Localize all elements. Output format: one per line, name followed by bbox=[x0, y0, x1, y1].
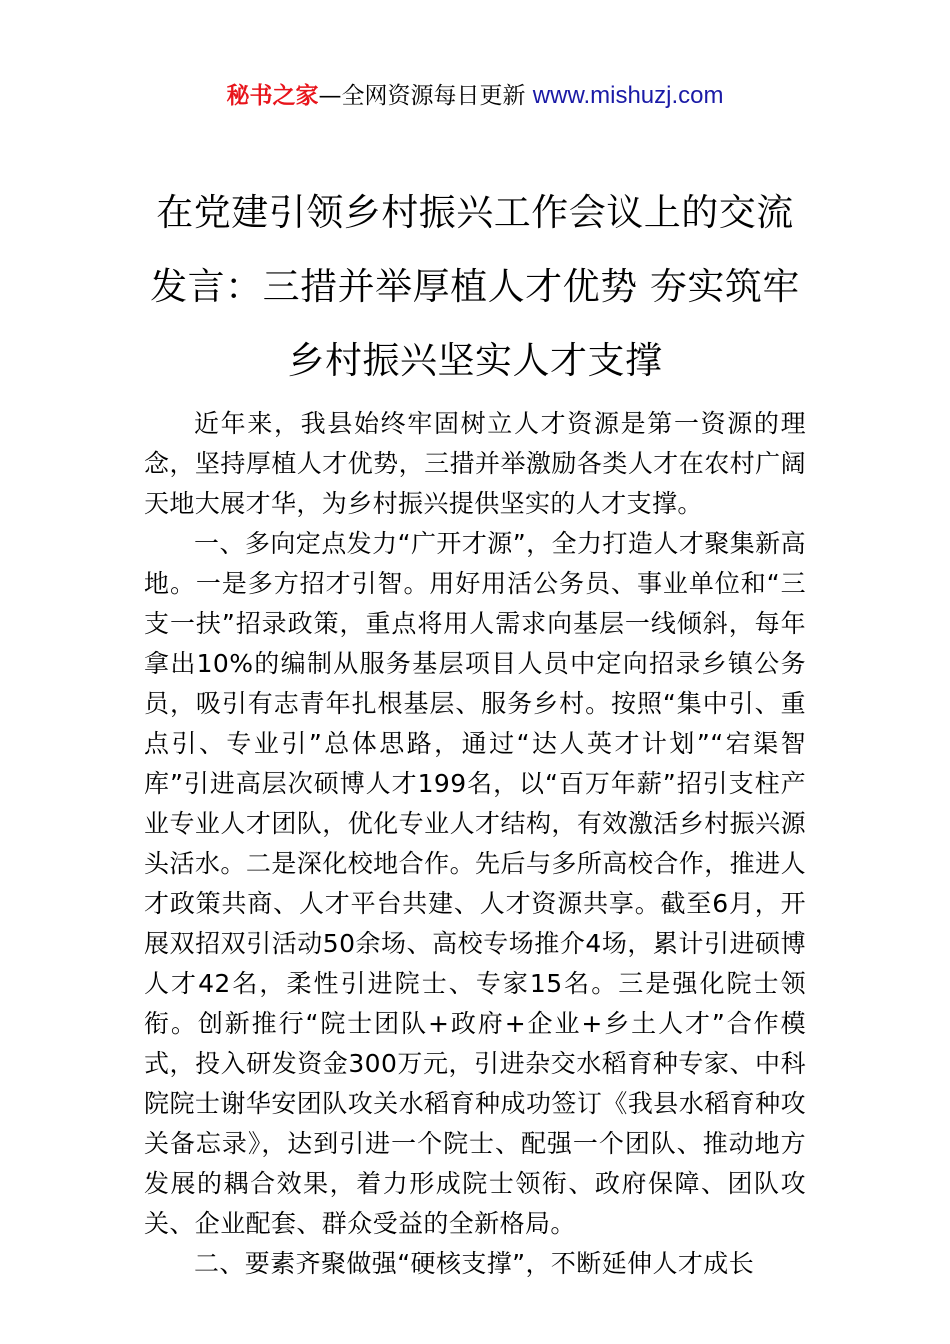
site-url[interactable]: www.mishuzj.com bbox=[532, 82, 724, 109]
paragraph: 一、多向定点发力“广开才源”，全力打造人才聚集新高地。一是多方招才引智。用好用活公务员、事业单位和“三支一扶”招录政策，重点将用人需求向基层一线倾斜，每年拿出10%的编制从服务基层项目人员中定向招录乡镇公务员，吸引有志青年扎根基层、服务乡村。按照“集中引、重点引、专业引”总体思路，通过“达人英才计划”“宕渠智库”引进高层次硕博人才199名，以“百万年薪”招引支柱产业专业人才团队，优化专业人才结构，有效激活乡村振兴源头活水。二是深化校地合作。先后与多所高校合作，推进人才政策共商、人才平台共建、人才资源共享。截至6月，开展双招双引活动50余场、高校专场推介4场，累计引进硕博人才42名，柔性引进院士、专家15名。三是强化院士领衔。创新推行“院士团队+政府+企业+乡土人才”合作模式，投入研发资金300万元，引进杂交水稻育种专家、中科院院士谢华安团队攻关水稻育种成功签订《我县水稻育种攻关备忘录》，达到引进一个院士、配强一个团队、推动地方发展的耦合效果，着力形成院士领衔、政府保障、团队攻关、企业配套、群众受益的全新格局。 bbox=[144, 529, 806, 1238]
site-tagline: —全网资源每日更新 bbox=[318, 83, 533, 109]
document-title: 在党建引领乡村振兴工作会议上的交流发言：三措并举厚植人才优势 夯实筑牢乡村振兴坚实人才支撑 bbox=[150, 191, 800, 382]
paragraph: 二、要素齐聚做强“硬核支撑”，不断延伸人才成长 bbox=[194, 1249, 755, 1278]
site-header bbox=[0, 80, 950, 112]
paragraph: 近年来，我县始终牢固树立人才资源是第一资源的理念，坚持厚植人才优势，三措并举激励各类人才在农村广阔天地大展才华，为乡村振兴提供坚实的人才支撑。 bbox=[144, 409, 806, 518]
document-body bbox=[144, 404, 806, 1284]
site-brand: 秘书之家 bbox=[226, 83, 319, 109]
